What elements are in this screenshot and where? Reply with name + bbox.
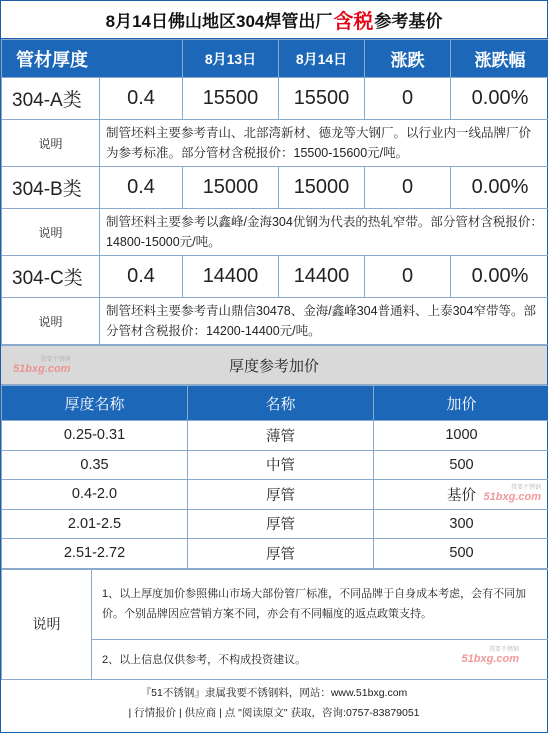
grade-cell: 304-B类	[2, 167, 100, 209]
change-pct-cell: 0.00%	[451, 256, 548, 298]
grade-cell: 304-A类	[2, 78, 100, 120]
price-row	[2, 167, 548, 209]
price-row	[2, 78, 548, 120]
surcharge-cell: 500	[374, 539, 548, 569]
thickness-cell: 0.4	[100, 78, 183, 120]
title-prefix: 8月14日佛山地区304焊管出厂	[105, 12, 333, 31]
aug13-price-cell: 15500	[183, 78, 279, 120]
surcharge-cell: 500	[374, 450, 548, 480]
thickness-range-cell: 0.4-2.0	[2, 480, 188, 510]
pipe-type-cell: 薄管	[188, 421, 374, 451]
watermark-logo: 我要不锈钢 51bxg.com	[483, 485, 541, 503]
thickness-range-cell: 0.25-0.31	[2, 421, 188, 451]
surcharge-cell: 1000	[374, 421, 548, 451]
change-cell: 0	[365, 256, 451, 298]
thickness-table-header	[2, 386, 548, 421]
aug14-price-cell: 14400	[279, 256, 365, 298]
price-table	[1, 39, 548, 345]
notes-label: 说明	[2, 569, 92, 679]
note-label: 说明	[2, 298, 100, 345]
note-text: 制管坯料主要参考青山鼎信30478、金海/鑫峰304普通料、上泰304窄带等。部分管材含税报价：14200-14400元/吨。	[100, 298, 548, 345]
note-row	[2, 120, 548, 167]
table-row	[2, 450, 548, 480]
pipe-type-cell: 中管	[188, 450, 374, 480]
surcharge-cell: 基价 我要不锈钢 51bxg.com	[374, 480, 548, 510]
page-title	[1, 1, 547, 39]
grade-cell: 304-C类	[2, 256, 100, 298]
aug14-price-cell: 15000	[279, 167, 365, 209]
note-row	[2, 298, 548, 345]
title-accent: 含税	[333, 11, 374, 33]
table-row	[2, 509, 548, 539]
surcharge-cell: 300	[374, 509, 548, 539]
watermark-logo: 我要不锈钢 51bxg.com	[461, 646, 519, 665]
pipe-type-cell: 厚管	[188, 480, 374, 510]
header-surcharge: 加价	[374, 386, 548, 421]
change-cell: 0	[365, 167, 451, 209]
thickness-range-cell: 0.35	[2, 450, 188, 480]
header-aug14: 8月14日	[279, 40, 365, 78]
change-pct-cell: 0.00%	[451, 167, 548, 209]
pipe-type-cell: 厚管	[188, 539, 374, 569]
note-row	[2, 209, 548, 256]
title-suffix: 参考基价	[374, 12, 443, 31]
header-thickness-name: 厚度名称	[2, 386, 188, 421]
table-row	[2, 421, 548, 451]
table-row	[2, 539, 548, 569]
aug13-price-cell: 14400	[183, 256, 279, 298]
pipe-type-cell: 厚管	[188, 509, 374, 539]
header-change: 涨跌	[365, 40, 451, 78]
notes-line-2-cell	[92, 639, 548, 679]
aug14-price-cell: 15500	[279, 78, 365, 120]
thickness-cell: 0.4	[100, 256, 183, 298]
note-label: 说明	[2, 120, 100, 167]
section-title: 厚度参考加价	[228, 357, 319, 375]
aug13-price-cell: 15000	[183, 167, 279, 209]
header-change-pct: 涨跌幅	[451, 40, 548, 78]
thickness-range-cell: 2.01-2.5	[2, 509, 188, 539]
watermark-logo: 我要不锈钢 51bxg.com	[13, 357, 71, 375]
section-thickness-surcharge	[1, 345, 547, 385]
footer-line-2: | 行情报价 | 供应商 | 点 "阅读原文" 获取，咨询:0757-83879051	[128, 706, 420, 719]
footer	[1, 680, 547, 723]
header-name: 名称	[188, 386, 374, 421]
notes-line-1: 1、以上厚度加价参照佛山市场大部份管厂标准，不同品牌于自身成本考虑，会有不同加价。个别品牌因应营销方案不同，亦会有不同幅度的返点政策支持。	[92, 569, 548, 639]
change-pct-cell: 0.00%	[451, 78, 548, 120]
thickness-range-cell: 2.51-2.72	[2, 539, 188, 569]
price-table-header	[2, 40, 548, 78]
header-aug13: 8月13日	[183, 40, 279, 78]
change-cell: 0	[365, 78, 451, 120]
thickness-cell: 0.4	[100, 167, 183, 209]
table-row	[2, 480, 548, 510]
note-text: 制管坯料主要参考以鑫峰/金海304优钢为代表的热轧窄带。部分管材含税报价：14800-15000元/吨。	[100, 209, 548, 256]
thickness-table	[1, 385, 548, 569]
notes-table	[1, 569, 548, 680]
note-text: 制管坯料主要参考青山、北部湾新材、德龙等大钢厂。以行业内一线品牌厂价为参考标准。部分管材含税报价：15500-15600元/吨。	[100, 120, 548, 167]
price-row	[2, 256, 548, 298]
note-label: 说明	[2, 209, 100, 256]
footer-line-1: 『51不锈钢』隶属我要不锈钢料，网站：www.51bxg.com	[140, 686, 408, 699]
notes-line-2: 2、以上信息仅供参考，不构成投资建议。	[102, 654, 307, 666]
header-material: 管材厚度	[2, 40, 183, 78]
